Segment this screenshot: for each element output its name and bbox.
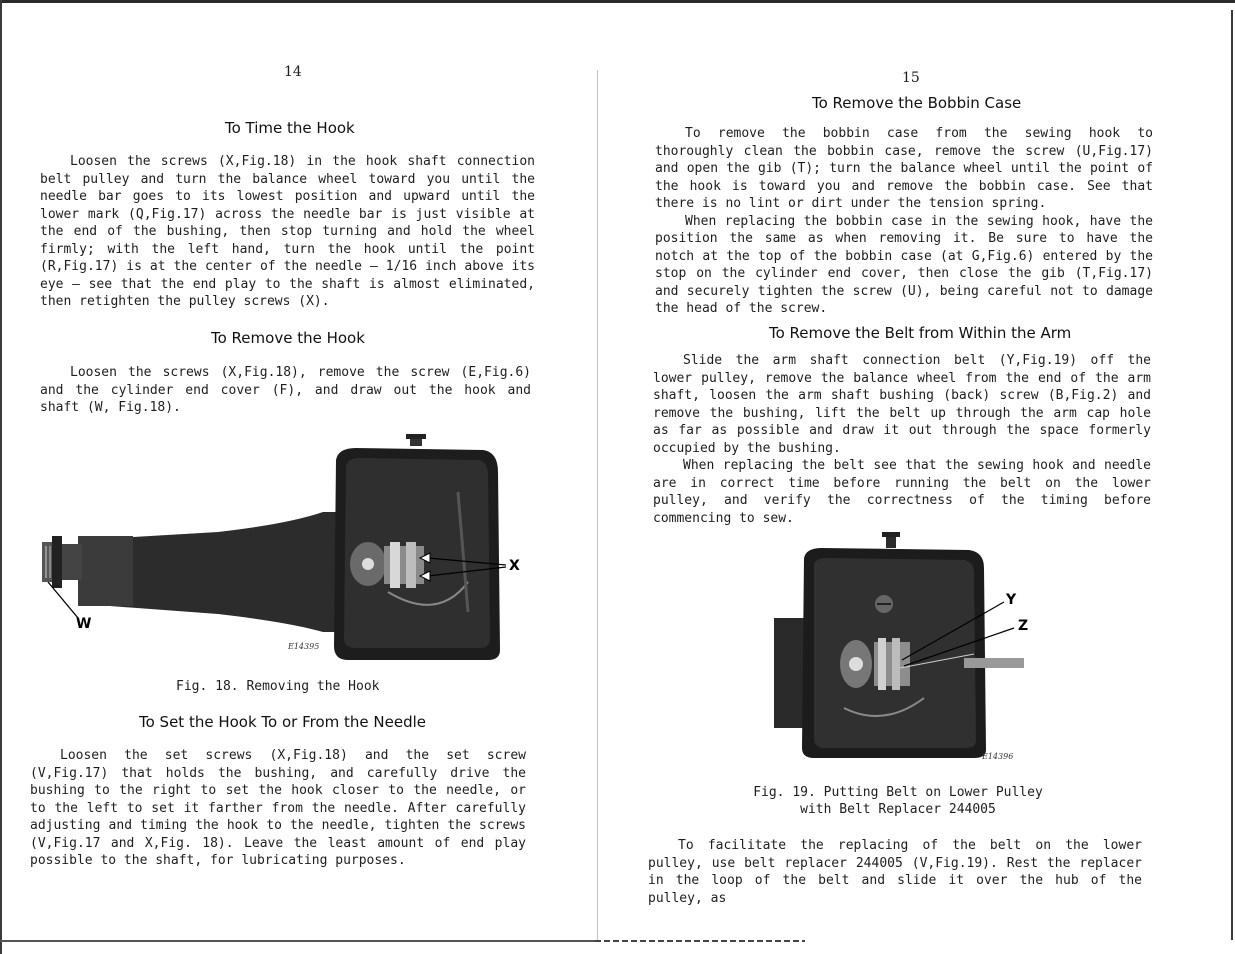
section-paragraph <box>40 364 531 417</box>
caption-line: with Belt Replacer 244005 <box>800 802 996 817</box>
figure-caption <box>748 784 1048 818</box>
figure-label-w: W <box>76 616 92 632</box>
paragraph-text: Loosen the set screws (X,Fig.18) and the set screw (V,Fig.17) that holds the bushing, and carefully drive the bushing to the right to set the hook closer to the needle, or to the left to set it farther from the needle. After carefully adjusting and timing the hook to the needle, tighten the screws (V,Fig.17 and X,Fig. 18). Leave the least amount of end play possible to the shaft, for lubricating purposes. <box>30 748 526 868</box>
bottom-border-right <box>595 940 805 942</box>
figure-18 <box>38 432 528 664</box>
bottom-border-left <box>0 940 600 942</box>
section-heading: To Time the Hook <box>225 119 355 137</box>
caption-line: Fig. 19. Putting Belt on Lower Pulley <box>753 785 1043 800</box>
section-paragraph <box>653 352 1151 527</box>
figure-19 <box>774 528 1034 764</box>
figure-19-illustration <box>774 528 1034 764</box>
figure-caption: Fig. 18. Removing the Hook <box>176 679 380 694</box>
paragraph-text: To facilitate the replacing of the belt on the lower pulley, use belt replacer 244005 (V,Fig.19). Rest the replacer in the loop of the belt and slide it over the hub of the pulley, as <box>648 838 1142 906</box>
figure-18-illustration <box>38 432 528 664</box>
section-heading: To Remove the Hook <box>211 329 365 347</box>
paragraph-text: To remove the bobbin case from the sewing hook to thoroughly clean the bobbin case, remove the screw (U,Fig.17) and open the gib (T); turn the balance wheel until the point of the hook is toward you and remove the bobbin case. See that there is no lint or dirt under the tension spring. <box>655 126 1153 211</box>
section-heading: To Remove the Bobbin Case <box>812 94 1022 112</box>
section-paragraph <box>40 153 535 311</box>
page-number: 15 <box>902 70 920 86</box>
top-border <box>0 0 1235 3</box>
paragraph-text: Loosen the screws (X,Fig.18), remove the screw (E,Fig.6) and the cylinder end cover (F), and draw out the hook and shaft (W, Fig.18). <box>40 365 531 415</box>
paragraph-text: When replacing the bobbin case in the sewing hook, have the position the same as when removing it. Be sure to have the notch at the top of the bobbin case (at G,Fig.6) entered by the stop on the cylinder end cover, then close the gib (T,Fig.17) and securely tighten the screw (U), being careful not to damage the head of the screw. <box>655 213 1153 316</box>
paragraph-text: Loosen the screws (X,Fig.18) in the hook shaft connection belt pulley and turn the balance wheel toward you until the needle bar goes to its lowest position and upward until the lower mark (Q,Fig.17) across the needle bar is just visible at the end of the bushing, then stop turning and hold the wheel firmly; with the left hand, turn the hook until the point (R,Fig.17) is at the center of the needle — 1/16 inch above its eye — see that the end play to the shaft is almost eliminated, then retighten the pulley screws (X). <box>40 154 535 309</box>
section-paragraph <box>30 747 526 870</box>
closing-paragraph <box>648 837 1142 907</box>
left-border <box>0 0 2 954</box>
section-heading: To Remove the Belt from Within the Arm <box>769 324 1072 342</box>
figure-code: E14395 <box>288 642 320 651</box>
right-border <box>1231 10 1233 940</box>
paragraph-text: When replacing the belt see that the sewing hook and needle are in correct time before running the belt on the lower pulley, and verify the correctness of the timing before commencing to sew. <box>653 458 1151 526</box>
figure-label-z: Z <box>1018 618 1029 634</box>
section-paragraph <box>655 125 1153 318</box>
section-heading: To Set the Hook To or From the Needle <box>139 713 427 731</box>
figure-label-y: Y <box>1006 592 1017 608</box>
figure-code: E14396 <box>982 752 1014 761</box>
figure-label-x: X <box>509 558 520 574</box>
paragraph-text: Slide the arm shaft connection belt (Y,Fig.19) off the lower pulley, remove the balance wheel from the end of the arm shaft, loosen the arm shaft bushing (back) screw (B,Fig.2) and remove the bushing, lift the belt up through the arm cap hole as far as possible and draw it out through the space formerly occupied by the bushing. <box>653 353 1151 456</box>
page-number: 14 <box>284 64 302 80</box>
book-gutter <box>597 70 598 940</box>
